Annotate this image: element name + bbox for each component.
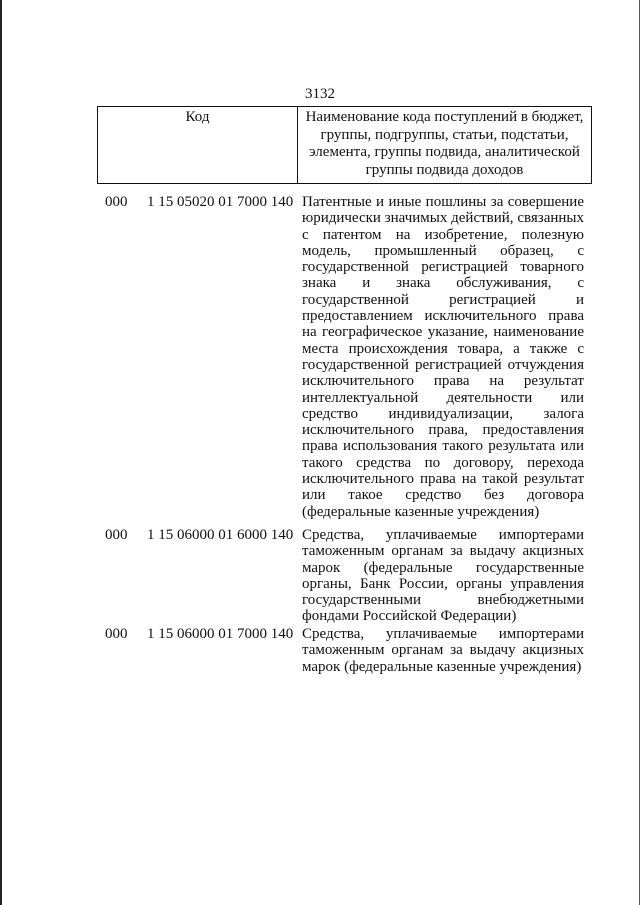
revenue-code: 1 15 05020 01 7000 140 <box>147 194 294 210</box>
page-number: 3132 <box>305 86 335 102</box>
scan-left-edge <box>0 0 2 905</box>
revenue-description: Патентные и иные пошлины за совершение юридически значимых действий, связанных с патентом на изобретение, полезную модель, промышленный образец, с государственной регистрацией товарного знака и знака обслуживания, с государственной регистрацией и предоставлением исключительного права на географическое указание, наименование места происхождения товара, а также с государственной регистрацией отчуждения исключительного права на результат интеллектуальной деятельности или средство индивидуализации, залога исключительного права, предоставления права использования такого результата или такого средства по договору, перехода исключительного права на такой результат или такое средство без договора (федеральные казенные учреждения) <box>302 194 584 520</box>
admin-code: 000 <box>105 194 128 210</box>
admin-code: 000 <box>105 626 128 642</box>
header-code-column: Код <box>98 107 298 183</box>
admin-code: 000 <box>105 527 128 543</box>
revenue-description: Средства, уплачиваемые импортерами таможенным органам за выдачу акцизных марок (федеральные государственные органы, Банк России, органы управления государственными внебюджетными фондами Российской Федерации) <box>302 527 584 625</box>
revenue-description: Средства, уплачиваемые импортерами таможенным органам за выдачу акцизных марок (федеральные казенные учреждения) <box>302 626 584 675</box>
table-header <box>97 106 592 184</box>
revenue-code: 1 15 06000 01 7000 140 <box>147 626 294 642</box>
revenue-code: 1 15 06000 01 6000 140 <box>147 527 294 543</box>
header-name-column: Наименование кода поступлений в бюджет, группы, подгруппы, статьи, подстатьи, элемента, группы подвида, аналитической группы подвида доходов <box>305 109 584 178</box>
